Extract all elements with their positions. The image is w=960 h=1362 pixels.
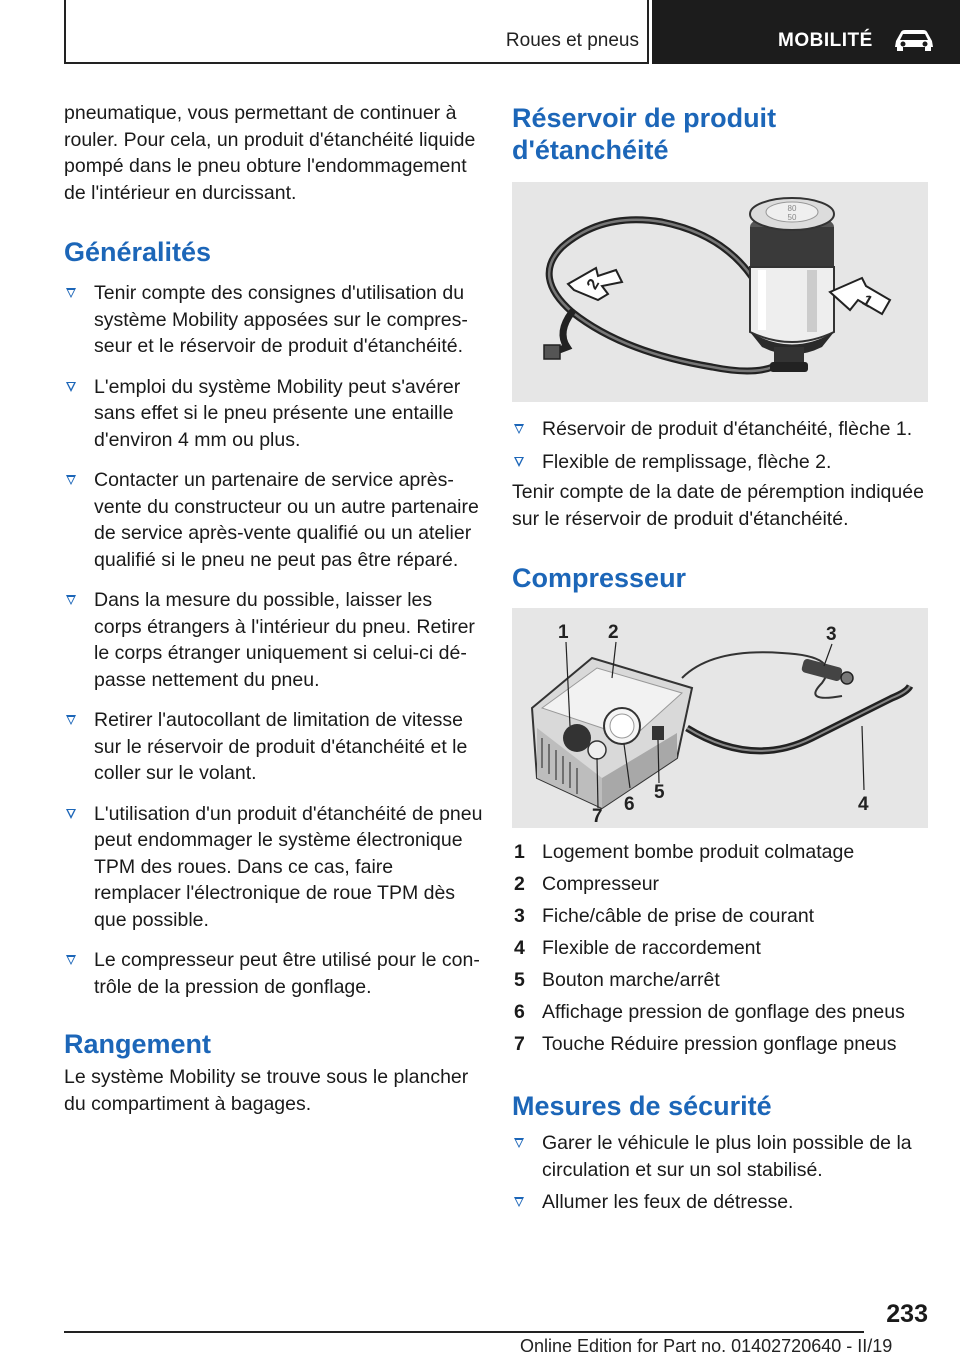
- compressor-illustration: [512, 608, 928, 828]
- triangle-bullet-icon: [66, 382, 76, 392]
- svg-text:1: 1: [558, 622, 569, 643]
- section-title: Roues et pneus: [505, 30, 639, 51]
- triangle-bullet-icon: [66, 475, 76, 485]
- heading-compresseur: Compresseur: [512, 563, 687, 593]
- reservoir-list: [512, 416, 932, 475]
- svg-text:6: 6: [624, 794, 635, 815]
- svg-text:2: 2: [583, 276, 604, 293]
- list-item: Tenir compte des consignes d'utilisation du système Mobility apposées sur le compresseur et le réservoir de produit d'étanchéité.: [64, 280, 484, 360]
- list-item: L'emploi du système Mobility peut s'avérer sans effet si le pneu présente une entaille d'environ 4 mm ou plus.: [64, 374, 484, 454]
- legend-item: 4 Flexible de raccordement: [514, 937, 761, 959]
- svg-text:5: 5: [654, 782, 665, 803]
- legend-item: 2 Compresseur: [514, 873, 660, 895]
- compressor-figure: [512, 608, 928, 828]
- right-column: [512, 102, 932, 1216]
- chapter-title: MOBILITÉ: [778, 30, 873, 51]
- header-section-box: [64, 0, 649, 64]
- list-item: Allumer les feux de détresse.: [512, 1189, 932, 1216]
- triangle-bullet-icon: [66, 809, 76, 819]
- heading-rangement: Rangement: [64, 1029, 212, 1059]
- rangement-paragraph: Le système Mobility se trouve sous le plancher du compartiment à bagages.: [64, 1066, 469, 1115]
- svg-text:80: 80: [787, 204, 797, 213]
- triangle-bullet-icon: [514, 1197, 524, 1207]
- list-item: L'utilisation d'un produit d'étanchéité de pneu peut endommager le système électronique TPM des roues. Dans ce cas, faire remplacer l'électronique de roue TPM dès que possible.: [64, 801, 484, 934]
- triangle-bullet-icon: [514, 424, 524, 434]
- car-icon: [892, 27, 936, 51]
- legend-item: 3 Fiche/câble de prise de courant: [514, 905, 815, 927]
- triangle-bullet-icon: [66, 288, 76, 298]
- list-item: Contacter un partenaire de service après-vente du constructeur ou un autre partenaire de service après-vente qualifié ou un atelier qualifié si le pneu ne peut pas être réparé.: [64, 467, 484, 573]
- triangle-bullet-icon: [514, 457, 524, 467]
- sealant-bottle-figure: [512, 182, 928, 402]
- generalites-list: [64, 280, 484, 1000]
- svg-text:2: 2: [608, 622, 619, 643]
- triangle-bullet-icon: [66, 715, 76, 725]
- svg-text:4: 4: [858, 794, 869, 815]
- heading-reservoir: Réservoir de produit d'étanchéité: [512, 103, 777, 165]
- reservoir-note: Tenir compte de la date de péremption indiquée sur le réservoir de produit d'étanchéité.: [512, 481, 924, 530]
- page-number: 233: [886, 1300, 928, 1328]
- heading-securite: Mesures de sécurité: [512, 1091, 772, 1121]
- svg-text:1: 1: [859, 291, 876, 312]
- compressor-legend: [512, 836, 932, 1060]
- intro-paragraph: pneumatique, vous permettant de continuer à rouler. Pour cela, un produit d'étanchéité liquide pompé dans le pneu obture l'endommagement de l'intérieur en durcissant.: [64, 102, 476, 204]
- list-item: Garer le véhicule le plus loin possible de la circulation et sur un sol stabilisé.: [512, 1130, 932, 1183]
- svg-text:3: 3: [826, 624, 837, 645]
- footer-divider: [64, 1331, 864, 1333]
- triangle-bullet-icon: [66, 595, 76, 605]
- legend-item: 5 Bouton marche/arrêt: [514, 969, 720, 991]
- left-column: [64, 100, 484, 1117]
- footer-edition: Online Edition for Part no. 01402720640 - II/19: [520, 1336, 893, 1356]
- header-chapter-box: [652, 0, 960, 64]
- sealant-bottle-illustration: [512, 182, 928, 402]
- securite-list: [512, 1130, 932, 1216]
- heading-generalites: Généralités: [64, 237, 212, 267]
- legend-item: 1 Logement bombe produit colmatage: [514, 841, 855, 863]
- legend-item: 7 Touche Réduire pression gonflage pneus: [514, 1033, 897, 1055]
- triangle-bullet-icon: [514, 1138, 524, 1148]
- list-item: Dans la mesure du possible, laisser les corps étrangers à l'intérieur du pneu. Retirer le corps étranger uniquement si celui-ci dépasse nettement du pneu.: [64, 587, 484, 693]
- list-item: Le compresseur peut être utilisé pour le contrôle de la pression de gonflage.: [64, 947, 484, 1000]
- triangle-bullet-icon: [66, 955, 76, 965]
- legend-item: 6 Affichage pression de gonflage des pneus: [514, 1001, 905, 1023]
- list-item: Retirer l'autocollant de limitation de vitesse sur le réservoir de produit d'étanchéité et le coller sur le volant.: [64, 707, 484, 787]
- svg-text:7: 7: [592, 806, 603, 827]
- list-item: Flexible de remplissage, flèche 2.: [512, 449, 932, 476]
- list-item: Réservoir de produit d'étanchéité, flèche 1.: [512, 416, 932, 443]
- svg-text:50: 50: [787, 213, 797, 222]
